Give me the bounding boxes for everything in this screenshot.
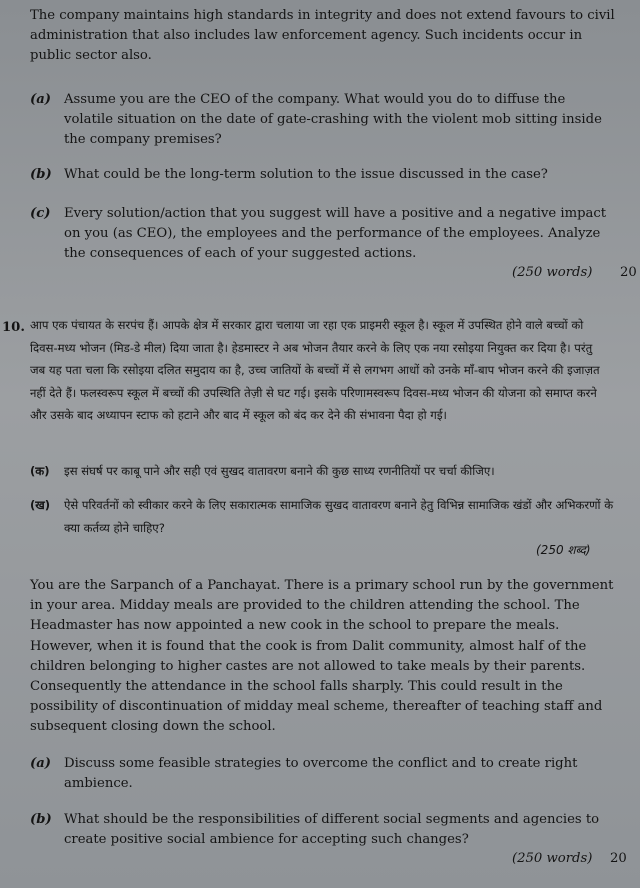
q9-part-a: [30, 90, 615, 151]
q10-hindi-part-ka: [30, 460, 615, 483]
q10-english-part-b-text: What should be the responsibilities of different social segments and agencies to create positive social ambience for accepting such changes?: [64, 812, 600, 848]
q10-english-part-b: [30, 810, 615, 850]
q10-marks: 20: [610, 851, 627, 866]
q9-part-a-label: (a): [30, 92, 52, 107]
q9-part-b: [30, 165, 615, 185]
q10-hindi-word-count: (250 शब्द): [536, 543, 591, 557]
q9-word-count: (250 words): [512, 265, 593, 280]
q10-english-part-b-label: (b): [30, 812, 52, 827]
intro-paragraph: The company maintains high standards in integrity and does not extend favours to civil administration that also includes law enforcement agency. Such incidents occur in public sector also.: [30, 8, 615, 64]
q9-part-c-label: (c): [30, 206, 51, 221]
q10-word-count: (250 words): [512, 851, 593, 866]
q10-english-body: You are the Sarpanch of a Panchayat. There is a primary school run by the government in your area. Midday meals are provided to the children attending the school. The Headmaster has now appointed a new cook in the school to prepare the meals. However, when it is found that the cook is from Dalit community, almost half of the children belonging to higher castes are not allowed to take meals by their parents. Consequently the attendance in the school falls sharply. This could result in the possibility of discontinuation of midday meal scheme, thereafter of teaching staff and subsequent closing down the school.: [30, 578, 614, 735]
q9-part-b-label: (b): [30, 167, 52, 182]
q10-hindi-part-kha: [30, 494, 615, 539]
q10-hindi-part-ka-text: इस संघर्ष पर काबू पाने और सही एवं सुखद वातावरण बनाने की कुछ साध्य रणनीतियों पर चर्चा कीजिए।: [64, 464, 495, 478]
q9-part-b-text: What could be the long-term solution to the issue discussed in the case?: [64, 167, 548, 182]
q10-english-part-a: [30, 754, 615, 794]
q10-hindi-body: आप एक पंचायत के सरपंच हैं। आपके क्षेत्र में सरकार द्वारा चलाया जा रहा एक प्राइमरी स्कूल है। स्कूल में उपस्थित होने वाले बच्चों को दिवस-मध्य भोजन (मिड-डे मील) दिया जाता है। हेडमास्टर ने अब भोजन तैयार करने के लिए एक नया रसोइया नियुक्त कर दिया है। परंतु जब यह पता चला कि रसोइया दलित समुदाय का है, उच्च जातियों के बच्चों में से लगभग आधों को उनके माँ-बाप भोजन करने की इजाज़त नहीं देते हैं। फलस्वरूप स्कूल में बच्चों की उपस्थिति तेज़ी से घट गई। इसके परिणामस्वरूप दिवस-मध्य भोजन की योजना को समाप्त करने और उसके बाद अध्यापन स्टाफ को हटाने और बाद में स्कूल को बंद कर देने की संभावना पैदा हो गई।: [30, 318, 600, 423]
q9-part-c-text: Every solution/action that you suggest will have a positive and a negative impact on you (as CEO), the employees and the performance of the employees. Analyze the consequences of each of your suggested actions.: [64, 206, 607, 262]
q10-hindi-part-kha-label: (ख): [30, 498, 51, 512]
q9-part-c: [30, 204, 615, 265]
q10-number: 10.: [2, 320, 25, 335]
q9-part-a-text: Assume you are the CEO of the company. What would you do to diffuse the volatile situation on the date of gate-crashing with the violent mob sitting inside the company premises?: [64, 92, 602, 148]
q10-english-part-a-text: Discuss some feasible strategies to overcome the conflict and to create right ambience.: [64, 756, 578, 792]
q10-english-part-a-label: (a): [30, 756, 52, 771]
q10-hindi-part-ka-label: (क): [30, 464, 50, 478]
q10-hindi-part-kha-text: ऐसे परिवर्तनों को स्वीकार करने के लिए सकारात्मक सामाजिक सुखद वातावरण बनाने हेतु विभिन्न सामाजिक खंडों और अभिकरणों के क्या कर्तव्य होने चाहिए?: [64, 498, 614, 535]
q9-marks: 20: [620, 265, 637, 280]
